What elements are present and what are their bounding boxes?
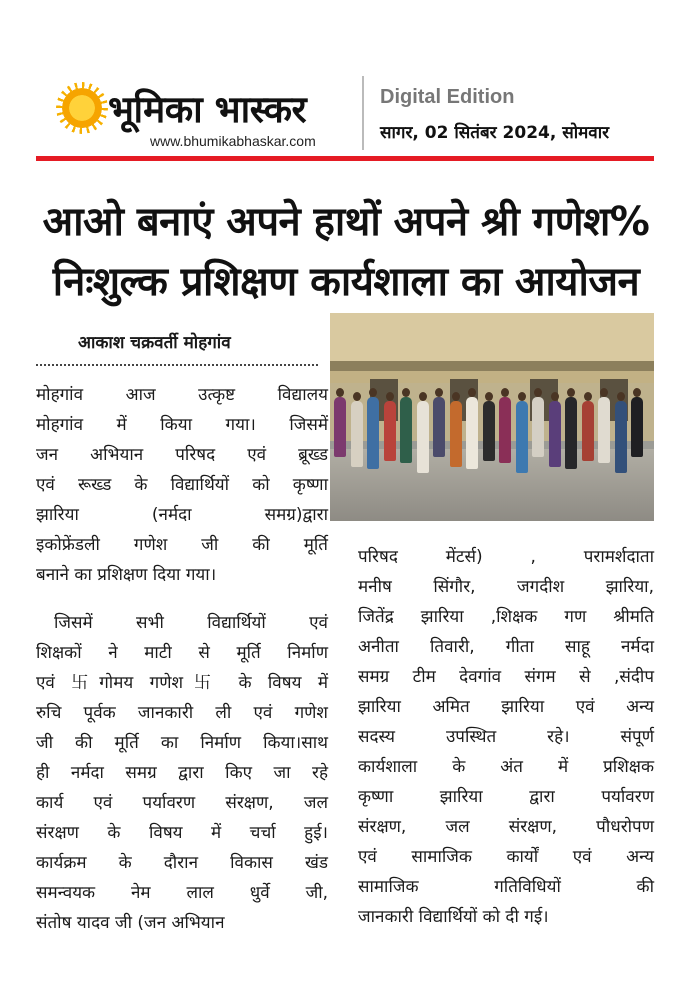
photo-person [516,401,528,473]
article-line: अनीता तिवारी, गीता साहू नर्मदा [358,637,654,657]
article-line: कार्य एवं पर्यावरण संरक्षण, जल [36,793,328,813]
article-line: संरक्षण, जल संरक्षण, पौधरोपण [358,817,654,837]
article-line: संरक्षण के विषय में चर्चा हुई। [36,823,328,843]
article-line: संतोष यादव जी (जन अभियान [36,913,225,933]
article-line: जी की मूर्ति का निर्माण किया।साथ [36,733,328,753]
article-line: बनाने का प्रशिक्षण दिया गया। [36,565,217,585]
website-url: www.bhumikabhaskar.com [150,133,316,149]
article-line: जितेंद्र झारिया ,शिक्षक गण श्रीमति [358,607,654,627]
photo-person [367,397,379,469]
byline-divider [36,364,318,366]
photo-building-band [330,361,654,371]
article-line: एवं 卐गोमय गणेश卐 के विषय में [36,673,328,693]
article-line: एवं रूख्ड के विद्यार्थियों को कृष्णा [36,475,328,495]
article-line: परिषद मेंटर्स) , परामर्शदाता [358,547,654,567]
photo-person [631,397,643,457]
photo-person [532,397,544,457]
article-line: रुचि पूर्वक जानकारी ली एवं गणेश [36,703,328,723]
article-line: ही नर्मदा समग्र द्वारा किए जा रहे [36,763,328,783]
article-line: मनीष सिंगौर, जगदीश झारिया, [358,577,654,597]
photo-person [582,401,594,461]
article-line: सामाजिक गतिविधियों की [358,877,654,897]
photo-person [433,397,445,457]
photo-person [450,401,462,467]
article-line: मोहगांव आज उत्कृष्ट विद्यालय [36,385,328,405]
masthead-divider [362,76,364,150]
article-column-1 [36,380,328,590]
article-column-3 [358,542,654,932]
dateline: सागर, 02 सितंबर 2024, सोमवार [380,123,610,143]
photo-person [417,401,429,473]
article-line: झारिया अमित झारिया एवं अन्य [358,697,654,717]
group-photo [330,313,654,521]
photo-person [615,401,627,473]
photo-person [334,397,346,457]
photo-person [483,401,495,461]
article-line: मोहगांव में किया गया। जिसमें [36,415,328,435]
article-line: समन्वयक नेम लाल धुर्वे जी, [36,883,328,903]
photo-person [384,401,396,461]
photo-person [549,401,561,467]
photo-person [400,397,412,463]
article-line: जिसमें सभी विद्यार्थियों एवं [54,613,328,633]
photo-person [598,397,610,463]
headline-line-1: आओ बनाएं अपने हाथों अपने श्री गणेश% [42,199,650,245]
article-column-2 [36,608,328,938]
byline: आकाश चक्रवर्ती मोहगांव [78,333,231,353]
masthead-rule [36,156,654,161]
article-line: शिक्षकों ने माटी से मूर्ति निर्माण [36,643,328,663]
edition-label: Digital Edition [380,86,515,108]
photo-person [466,397,478,469]
photo-person [351,401,363,467]
article-line: कार्यक्रम के दौरान विकास खंड [36,853,328,873]
photo-person [565,397,577,469]
article-line: एवं सामाजिक कार्यों एवं अन्य [358,847,654,867]
photo-person [499,397,511,463]
article-line: सदस्य उपस्थित रहे। संपूर्ण [358,727,654,747]
article-line: इकोफ्रेंडली गणेश जी की मूर्ति [36,535,328,555]
article-line: कार्यशाला के अंत में प्रशिक्षक [358,757,654,777]
sun-logo-icon [62,88,102,128]
article-line: जन अभियान परिषद एवं ब्रूख्ड [36,445,328,465]
article-line: जानकारी विद्यार्थियों को दी गई। [358,907,549,927]
article-line: झारिया (नर्मदा समग्र)द्वारा [36,505,328,525]
headline-line-2: निःशुल्क प्रशिक्षण कार्यशाला का आयोजन [52,259,640,305]
article-line: कृष्णा झारिया द्वारा पर्यावरण [358,787,654,807]
newspaper-brand: भूमिका भास्कर [108,88,307,131]
article-line: समग्र टीम देवगांव संगम से ,संदीप [358,667,654,687]
